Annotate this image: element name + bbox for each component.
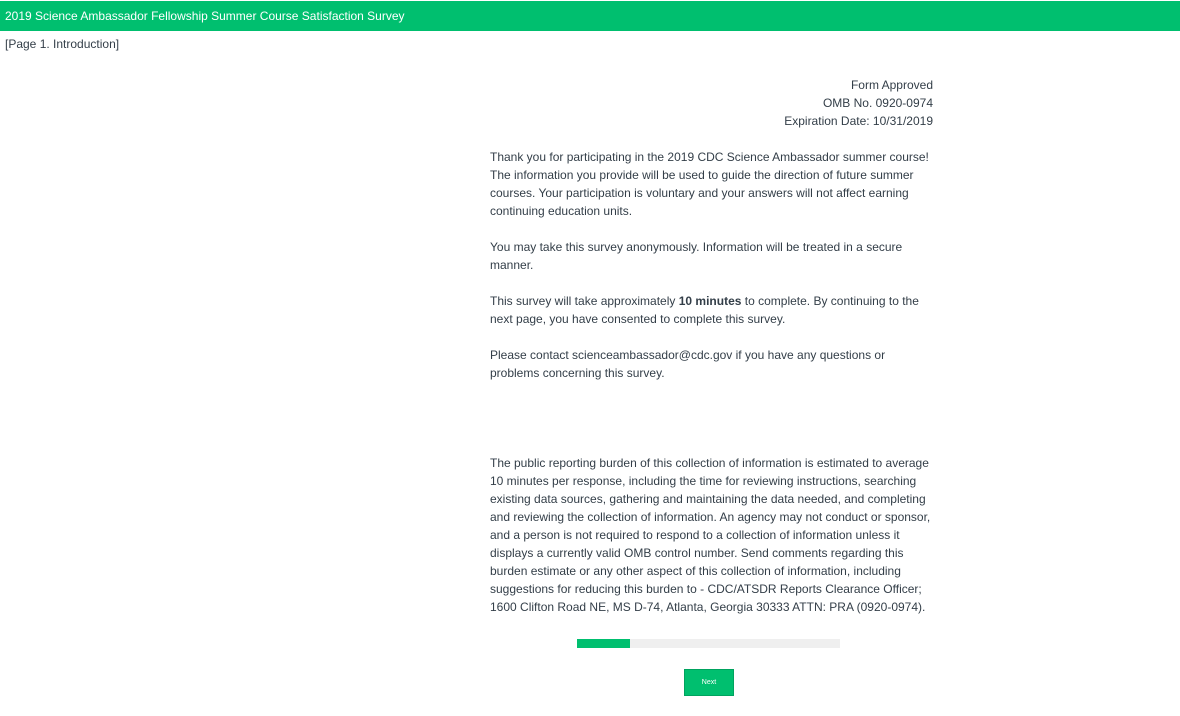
page-label: [Page 1. Introduction] — [5, 37, 120, 51]
progress-bar-fill — [577, 639, 630, 648]
survey-title: 2019 Science Ambassador Fellowship Summer Course Satisfaction Survey — [5, 9, 405, 23]
omb-number-text: OMB No. 0920-0974 — [822, 96, 933, 110]
intro-paragraph-contact: Please contact scienceambassador@cdc.gov if you have any questions or problems concerning this survey. — [490, 348, 886, 380]
intro-paragraph-thanks: Thank you for participating in the 2019 CDC Science Ambassador summer course! The information you provide will be used to guide the direction of future summer courses. Your participation is voluntary and your answers will not affect earning continuing education units. — [490, 150, 929, 218]
form-approved-text: Form Approved — [850, 78, 933, 92]
intro-paragraph-duration — [490, 292, 932, 328]
form-approval-block — [700, 76, 933, 130]
intro-content — [490, 148, 932, 634]
expiration-date-text: Expiration Date: 10/31/2019 — [784, 114, 933, 128]
duration-highlight: 10 minutes — [678, 294, 742, 308]
duration-text-before: This survey will take approximately — [490, 294, 679, 308]
intro-paragraph-anonymous: You may take this survey anonymously. Information will be treated in a secure manner. — [490, 240, 903, 272]
burden-statement: The public reporting burden of this collection of information is estimated to average 10 minutes per response, including the time for reviewing instructions, searching existing data sources, gathering and maintaining the data needed, and completing and reviewing the collection of information. An agency may not conduct or sponsor, and a person is not required to respond to a collection of information unless it displays a currently valid OMB control number. Send comments regarding this burden estimate or any other aspect of this collection of information, including suggestions for reducing this burden to - CDC/ATSDR Reports Clearance Officer; 1600 Clifton Road NE, MS D-74, Atlanta, Georgia 30333 ATTN: PRA (0920-0974). — [490, 456, 931, 614]
next-button[interactable]: Next — [684, 669, 734, 696]
duration-text-after: to complete. By continuing to the next page, you have consented to complete this survey. — [490, 294, 919, 326]
progress-bar — [577, 639, 840, 648]
survey-title-bar — [0, 1, 1180, 31]
